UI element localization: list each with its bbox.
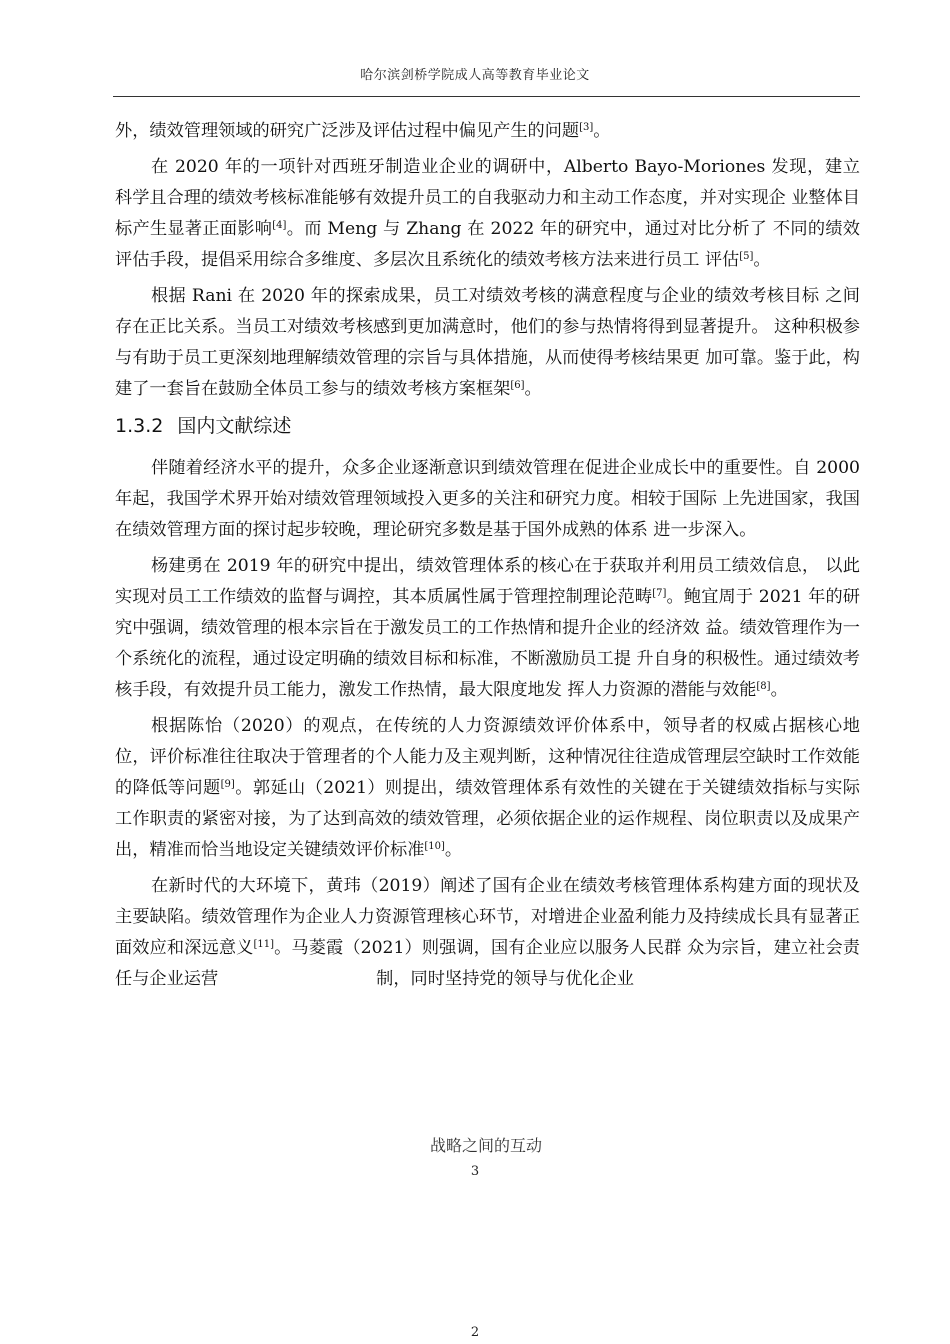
paragraph-tail: 。 — [524, 379, 542, 399]
citation: [6] — [510, 380, 525, 391]
paragraph-3 — [115, 453, 860, 546]
citation: [9] — [220, 779, 235, 790]
paragraph-0 — [115, 116, 860, 147]
citation: [10] — [424, 841, 445, 852]
page-number-outer: 2 — [470, 1325, 480, 1340]
paragraph-text: 制，同时坚持党的领导与优化企业 — [376, 969, 634, 989]
paragraph-tail: 。 — [444, 840, 463, 860]
page-header: 哈尔滨剑桥学院成人高等教育毕业论文 — [360, 68, 590, 83]
citation: [11] — [253, 939, 274, 950]
citation: [7] — [652, 588, 667, 599]
paragraph-text: 根据 Rani 在 2020 年的探索成果，员工对绩效考核的满意程度与企业的绩效考核目标 之间存在正比关系。当员工对绩效考核感到更加满意时，他们的参与热情将得到显著提升。 这种积极参与有助于员工更深刻地理解绩效管理的宗旨与具体措施，从而使得考核结果更 加可靠。鉴于此，构建了一套旨在鼓励全体员工参与的绩效考核方案框架 — [115, 286, 860, 399]
overlapping-text: 战略之间的互动 — [430, 1136, 543, 1155]
paragraph-tail: 。 — [770, 680, 788, 700]
header-rule — [113, 96, 860, 97]
paragraph-1 — [115, 152, 860, 276]
paragraph-5 — [115, 711, 860, 866]
paragraph-6 — [115, 871, 860, 995]
paragraph-text: 外，绩效管理领域的研究广泛涉及评估过程中偏见产生的问题 — [115, 121, 580, 141]
section-title: 国内文献综述 — [177, 415, 292, 437]
paragraph-4 — [115, 551, 860, 706]
citation: [5] — [739, 251, 754, 262]
section-number: 1.3.2 — [115, 415, 164, 437]
paragraph-text: 伴随着经济水平的提升，众多企业逐渐意识到绩效管理在促进企业成长中的重要性。自 2000 年起，我国学术界开始对绩效管理领域投入更多的关注和研究力度。相较于国际 上先进国家，我国在绩效管理方面的探讨起步较晚，理论研究多数是基于国外成熟的体系 进一步深入。 — [115, 458, 860, 540]
paragraph-tail: 。 — [593, 121, 611, 141]
paragraph-text: 在 2020 年的一项针对西班牙制造业企业的调研中，Alberto Bayo-Moriones 发现，建立 科学且合理的绩效考核标准能够有效提升员工的自我驱动力和主动工作态度，并对实现企 业整体目标产生显著正面影响 — [115, 157, 860, 239]
paragraph-text: 在新时代的大环境下，黄玮（2019）阐述了国有企业在绩效考核管理体系构建方面的现状及主要缺陷。绩效管理作为企业人力资源管理核心环节，对增进企业盈利能力及持续成长具有显著正面效应和深远意义 — [115, 876, 860, 958]
paragraph-text: 。郭延山（2021）则提出，绩效管理体系有效性的关键在于关键绩效指标与实际工作职责的紧密对接，为了达到高效的绩效管理，必须依据企业的运作规程、岗位职责以及成果产出，精准而恰当地设定关键绩效评价标准 — [115, 778, 860, 860]
paragraph-text: 。鲍宜周于 2021 年的研究中强调，绩效管理的根本宗旨在于激发员工的工作热情和提升企业的经济效 益。绩效管理作为一个系统化的流程，通过设定明确的绩效目标和标准，不断激励员工提 升自身的积极性。通过绩效考核手段，有效提升员工能力，激发工作热情，最大限度地发 挥人力资源的潜能与效能 — [115, 587, 860, 700]
paragraph-tail: 。 — [753, 250, 771, 270]
paragraph-2 — [115, 281, 860, 405]
page-number-inner: 3 — [470, 1164, 480, 1179]
citation: [4] — [272, 220, 287, 231]
document-body — [115, 116, 860, 995]
paragraph-text: 根据陈怡（2020）的观点，在传统的人力资源绩效评价体系中，领导者的权威占据核心地位，评价标准往往取决于管理者的个人能力及主观判断，这种情况往往造成管理层空缺时工作效能的降低等问题 — [115, 716, 860, 798]
paragraph-text: 。马菱霞（2021）则强调，国有企业应以服务人民群 众为宗旨，建立社会责任与企业运营 — [115, 938, 860, 989]
paragraph-text: 。而 Meng 与 Zhang 在 2022 年的研究中，通过对比分析了 不同的绩效评估手段，提倡采用综合多维度、多层次且系统化的绩效考核方法来进行员工 评估 — [115, 219, 860, 270]
paragraph-text: 杨建勇在 2019 年的研究中提出，绩效管理体系的核心在于获取并利用员工绩效信息， 以此实现对员工工作绩效的监督与调控，其本质属性属于管理控制理论范畴 — [115, 556, 860, 607]
citation: [3] — [579, 122, 594, 133]
citation: [8] — [756, 681, 771, 692]
section-heading — [115, 411, 860, 441]
